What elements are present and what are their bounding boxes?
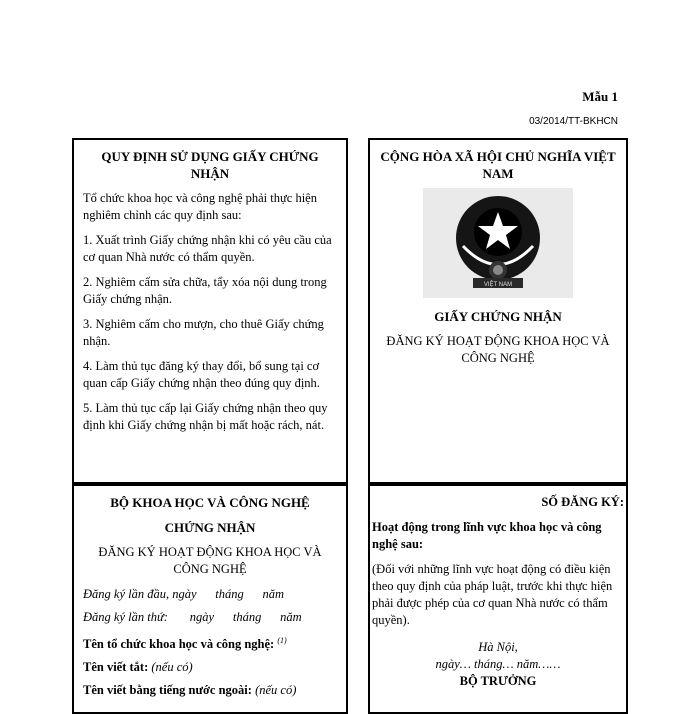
field-panel <box>368 484 628 714</box>
rule-item: 5. Làm thủ tục cấp lại Giấy chứng nhận theo quy định khi Giấy chứng nhận bị mất hoặc rách, nát. <box>83 401 328 432</box>
foreign-name-hint: (nếu có) <box>255 683 297 698</box>
signer-title: BỘ TRƯỞNG <box>459 674 537 688</box>
short-name-hint: (nếu có) <box>151 660 193 675</box>
detail-panel <box>72 484 348 714</box>
foreign-name-label: Tên viết bằng tiếng nước ngoài: <box>83 683 252 698</box>
form-number: Mẫu 1 <box>582 89 618 104</box>
emblem-banner-text: VIỆT NAM <box>483 282 513 288</box>
rules-intro: Tổ chức khoa học và công nghệ phải thực hiện nghiêm chỉnh các quy định sau: <box>83 191 317 222</box>
issue-place: Hà Nội, <box>478 640 518 654</box>
ministry-name: BỘ KHOA HỌC VÀ CÔNG NGHỆ <box>110 495 310 510</box>
org-name-label: Tên tổ chức khoa học và công nghệ: <box>83 637 275 652</box>
rules-panel <box>72 138 348 484</box>
rule-item: 1. Xuất trình Giấy chứng nhận khi có yêu cầu của cơ quan Nhà nước có thẩm quyền. <box>83 233 332 264</box>
org-name-note: (1) <box>277 636 287 645</box>
certificate-title: GIẤY CHỨNG NHẬN <box>434 309 562 324</box>
nth-registration-line: Đăng ký lần thứ: ngày tháng năm <box>83 610 302 624</box>
activity-field-note: (Đối với những lĩnh vực hoạt động có điều kiện theo quy định của pháp luật, trước khi thực hiện phải được phép của cơ quan Nhà nước có thẩm quyền). <box>372 562 613 627</box>
rule-item: 2. Nghiêm cấm sửa chữa, tẩy xóa nội dung trong Giấy chứng nhận. <box>83 275 327 306</box>
certificate-heading: CHỨNG NHẬN <box>164 520 256 535</box>
registration-number-label: SỐ ĐĂNG KÝ: <box>541 495 624 509</box>
rule-item: 3. Nghiêm cấm cho mượn, cho thuê Giấy chứng nhận. <box>83 317 324 348</box>
rules-title: QUY ĐỊNH SỬ DỤNG GIẤY CHỨNG NHẬN <box>101 149 319 181</box>
nation-title: CỘNG HÒA XÃ HỘI CHỦ NGHĨA VIỆT NAM <box>380 149 616 181</box>
first-registration-line: Đăng ký lần đầu, ngày tháng năm <box>83 587 285 601</box>
cover-panel <box>368 138 628 484</box>
national-emblem-icon <box>423 188 573 298</box>
rule-item: 4. Làm thủ tục đăng ký thay đổi, bổ sung tại cơ quan cấp Giấy chứng nhận theo đúng quy định. <box>83 359 320 390</box>
certificate-subtitle: ĐĂNG KÝ HOẠT ĐỘNG KHOA HỌC VÀ CÔNG NGHỆ <box>386 334 610 365</box>
circular-code: 03/2014/TT-BKHCN <box>529 116 618 127</box>
certificate-subheading: ĐĂNG KÝ HOẠT ĐỘNG KHOA HỌC VÀ CÔNG NGHỆ <box>98 545 322 576</box>
activity-field-label: Hoạt động trong lĩnh vực khoa học và công nghệ sau: <box>372 520 602 551</box>
issue-date-line: ngày… tháng… năm…… <box>435 657 561 671</box>
short-name-label: Tên viết tắt: <box>83 660 149 675</box>
